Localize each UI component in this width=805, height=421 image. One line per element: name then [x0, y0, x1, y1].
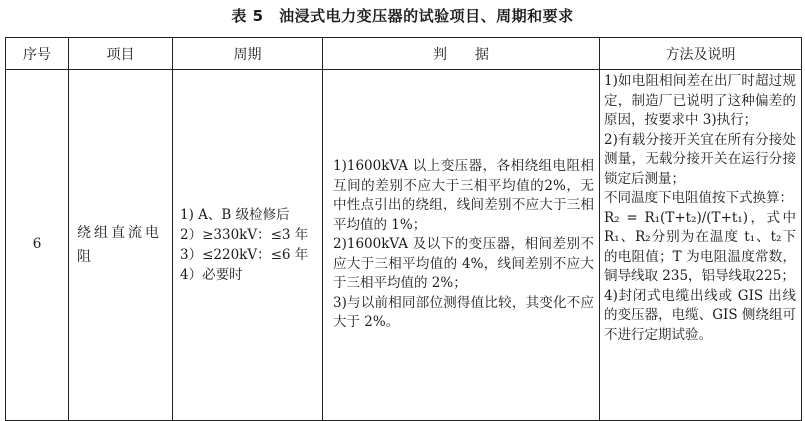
- period-line: 2）≥330kV：≤3 年: [180, 227, 309, 243]
- header-period: 周期: [173, 38, 323, 70]
- period-line: 4）必要时: [180, 267, 243, 283]
- row-period: [173, 70, 323, 421]
- table-title: 表 5 油浸式电力变压器的试验项目、周期和要求: [231, 7, 574, 25]
- row-item: 绕组直流电阻: [69, 70, 173, 421]
- period-line: 3）≤220kV：≤6 年: [180, 247, 309, 263]
- method-paragraph: 1)如电阻相间差在出厂时超过规定，制造厂已说明了这种偏差的原因，按要求中 3)执行；: [604, 73, 796, 128]
- method-paragraph: 不同温度下电阻值按下式换算：: [604, 190, 793, 206]
- criteria-paragraph: 1)1600kVA 以上变压器，各相绕组电阻相互间的差别不应大于三相平均值的2%，无中性点引出的绕组，线间差别不应大于三相平均值的 1%；: [333, 158, 594, 233]
- method-paragraph: R₂ = R₁(T+t₂)/(T+t₁)，式中R₁、R₂分别为在温度 t₁、t₂下的电阻值；T 为电阻温度常数，铜导线取 235，铝导线取225；: [604, 209, 796, 284]
- header-criteria: 判 据: [323, 38, 600, 70]
- row-number: 6: [6, 70, 69, 421]
- criteria-paragraph: 3)与以前相同部位测得值比较，其变化不应大于 2%。: [333, 294, 594, 331]
- row-method: [600, 70, 802, 421]
- header-method: 方法及说明: [600, 38, 802, 70]
- header-item: 项目: [69, 38, 173, 70]
- table-row: [6, 70, 802, 421]
- table-header-row: [6, 38, 802, 70]
- criteria-paragraph: 2)1600kVA 及以下的变压器，相间差别不应大于三相平均值的 4%，线间差别不应大于三相平均值的 2%；: [333, 236, 594, 292]
- method-paragraph: 4)封闭式电缆出线或 GIS 出线的变压器，电缆、GIS 侧绕组可不进行定期试验。: [604, 287, 796, 343]
- row-criteria: [323, 70, 600, 421]
- header-no: 序号: [6, 38, 69, 70]
- period-line: 1) A、B 级检修后: [180, 207, 290, 223]
- method-paragraph: 2)有载分接开关宜在所有分接处测量，无载分接开关在运行分接锁定后测量；: [604, 131, 796, 187]
- test-items-table: [5, 37, 802, 421]
